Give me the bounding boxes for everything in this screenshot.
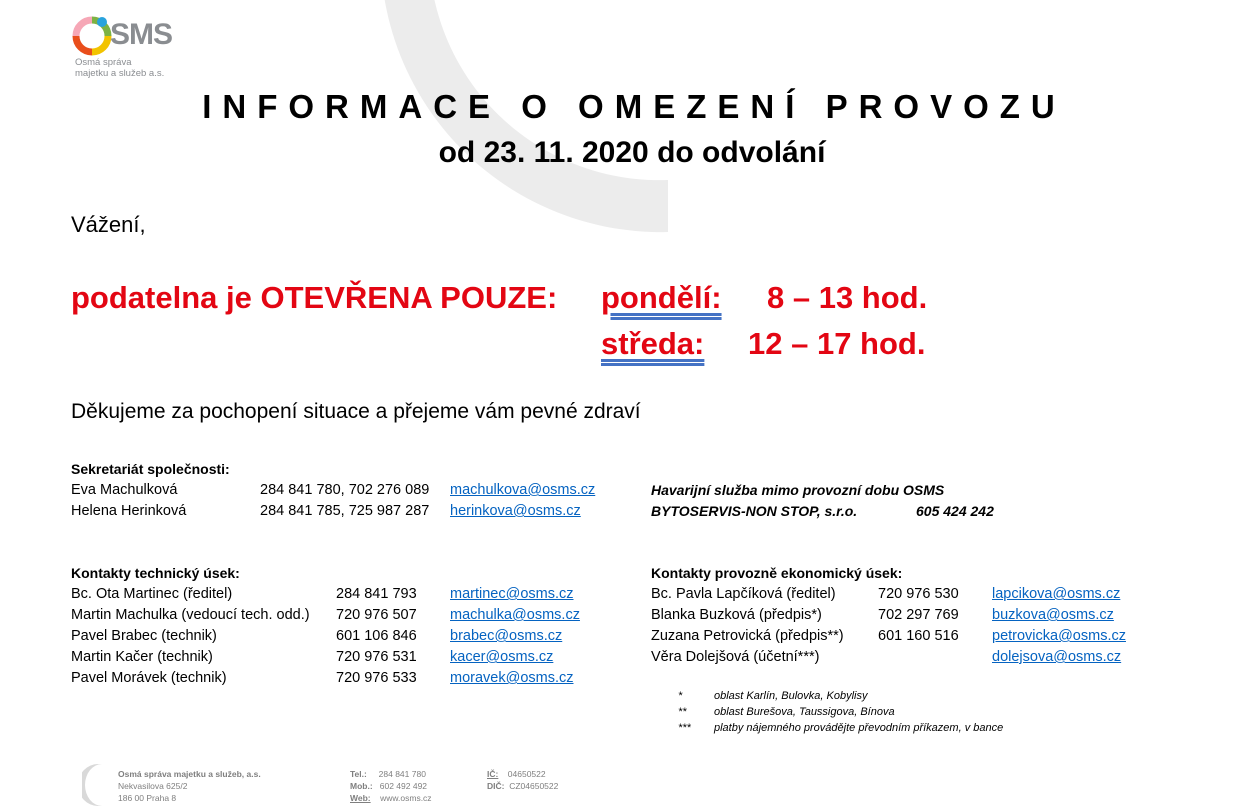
logo-subtitle: Osmá správa majetku a služeb a.s. <box>75 57 165 79</box>
note-text: oblast Karlín, Bulovka, Kobylisy <box>714 690 868 702</box>
secretariat-heading: Sekretariát společnosti: <box>71 461 230 477</box>
thanks-message: Děkujeme za pochopení situace a přejeme vám pevné zdraví <box>71 400 641 423</box>
emergency-phone: 605 424 242 <box>916 503 994 519</box>
page-subtitle: od 23. 11. 2020 do odvolání <box>438 136 826 169</box>
economic-email-link[interactable]: buzkova@osms.cz <box>992 607 1114 623</box>
note-mark: *** <box>678 722 691 734</box>
technical-name: Martin Kačer (technik) <box>71 649 213 665</box>
secretariat-phone: 284 841 780, 702 276 089 <box>260 482 430 498</box>
technical-email-link[interactable]: brabec@osms.cz <box>450 628 563 644</box>
technical-phone: 284 841 793 <box>336 586 417 602</box>
technical-email-link[interactable]: martinec@osms.cz <box>450 586 574 602</box>
secretariat-email-link[interactable]: machulkova@osms.cz <box>450 482 596 498</box>
monday-label: pondělí: <box>601 280 722 315</box>
technical-phone: 720 976 507 <box>336 607 417 623</box>
economic-email-link[interactable]: dolejsova@osms.cz <box>992 649 1122 665</box>
secretariat-row: Eva Machulková <box>71 482 178 498</box>
emergency-company: BYTOSERVIS-NON STOP, s.r.o. <box>651 503 858 519</box>
economic-heading: Kontakty provozně ekonomický úsek: <box>651 565 903 581</box>
economic-name: Věra Dolejšová (účetní***) <box>651 649 820 665</box>
footer-registration: IČ: 04650522 DIČ: CZ04650522 <box>487 769 559 791</box>
technical-name: Pavel Morávek (technik) <box>71 670 227 686</box>
economic-name: Zuzana Petrovická (předpis**) <box>651 628 844 644</box>
economic-email-link[interactable]: lapcikova@osms.cz <box>992 586 1121 602</box>
technical-heading: Kontakty technický úsek: <box>71 565 240 581</box>
greeting: Vážení, <box>71 212 146 237</box>
footer-web-link[interactable]: www.osms.cz <box>380 793 432 803</box>
note-text: oblast Burešova, Taussigova, Bínova <box>714 706 895 718</box>
secretariat-row: Helena Herinková <box>71 503 187 519</box>
monday-hours: 8 – 13 hod. <box>767 280 928 315</box>
economic-phone: 702 297 769 <box>878 607 959 623</box>
secretariat-phone: 284 841 785, 725 987 287 <box>260 503 430 519</box>
economic-phone: 601 160 516 <box>878 628 959 644</box>
page-title: INFORMACE O OMEZENÍ PROVOZU <box>202 88 1066 125</box>
economic-name: Bc. Pavla Lapčíková (ředitel) <box>651 586 836 602</box>
wednesday-hours: 12 – 17 hod. <box>748 326 926 361</box>
footer-contacts: Tel.: 284 841 780 Mob.: 602 492 492 Web: www.osms.cz <box>350 769 432 803</box>
technical-email-link[interactable]: moravek@osms.cz <box>450 670 574 686</box>
logo-text: SMS <box>110 18 173 51</box>
note-mark: * <box>678 690 683 702</box>
logo-ring-icon <box>72 16 112 56</box>
economic-phone: 720 976 530 <box>878 586 959 602</box>
technical-name: Bc. Ota Martinec (ředitel) <box>71 586 233 602</box>
economic-name: Blanka Buzková (předpis*) <box>651 607 822 623</box>
technical-email-link[interactable]: machulka@osms.cz <box>450 607 580 623</box>
note-mark: ** <box>678 706 687 718</box>
footer-address: Osmá správa majetku a služeb, a.s. Nekvasilova 625/2 186 00 Praha 8 <box>118 769 261 803</box>
osms-logo <box>72 6 192 82</box>
technical-phone: 720 976 531 <box>336 649 417 665</box>
secretariat-email-link[interactable]: herinkova@osms.cz <box>450 503 581 519</box>
technical-phone: 720 976 533 <box>336 670 417 686</box>
technical-name: Martin Machulka (vedoucí tech. odd.) <box>71 607 310 623</box>
technical-phone: 601 106 846 <box>336 628 417 644</box>
wednesday-label: středa: <box>601 326 705 361</box>
technical-name: Pavel Brabec (technik) <box>71 628 217 644</box>
economic-email-link[interactable]: petrovicka@osms.cz <box>992 628 1126 644</box>
emergency-service-label: Havarijní služba mimo provozní dobu OSMS <box>651 482 945 498</box>
note-text: platby nájemného provádějte převodním příkazem, v bance <box>714 722 1004 734</box>
footer-arc-icon <box>82 764 102 806</box>
opening-label: podatelna je OTEVŘENA POUZE: <box>71 280 558 315</box>
technical-email-link[interactable]: kacer@osms.cz <box>450 649 554 665</box>
